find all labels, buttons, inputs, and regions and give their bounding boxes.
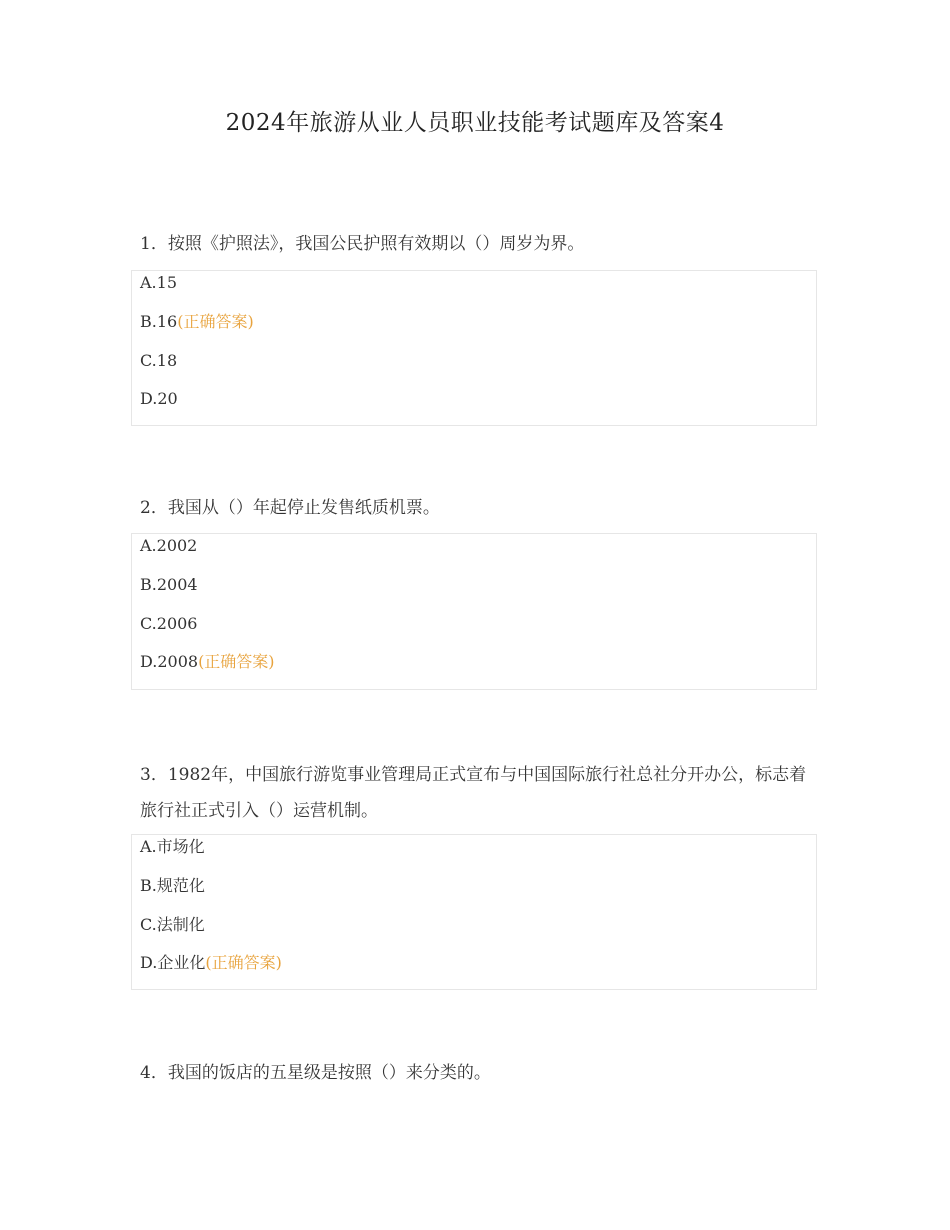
option-label: B.2004: [140, 574, 198, 594]
question-text: 1．按照《护照法》，我国公民护照有效期以（）周岁为界。: [140, 234, 585, 254]
correct-answer-mark: (正确答案): [177, 311, 254, 331]
options-box: [131, 834, 817, 990]
correct-answer-mark: (正确答案): [205, 953, 282, 973]
option-label: B.规范化: [140, 875, 205, 895]
question-text: 2．我国从（）年起停止发售纸质机票。: [140, 498, 440, 518]
correct-answer-mark: (正确答案): [198, 652, 275, 672]
option-label: B.16: [140, 311, 178, 331]
option-item[interactable]: [140, 310, 808, 349]
option-item[interactable]: [140, 835, 808, 874]
option-label: C.18: [140, 350, 178, 370]
option-label: A.2002: [140, 536, 198, 555]
option-item[interactable]: [140, 612, 808, 651]
option-item[interactable]: [140, 913, 808, 952]
option-item[interactable]: [140, 534, 808, 573]
options-box: [131, 533, 817, 690]
option-item[interactable]: [140, 951, 808, 990]
option-label: C.法制化: [140, 914, 205, 934]
option-item[interactable]: [140, 874, 808, 913]
option-label: C.2006: [140, 613, 198, 633]
document-title: 2024年旅游从业人员职业技能考试题库及答案4: [225, 110, 725, 136]
question-text: 4．我国的饭店的五星级是按照（）来分类的。: [140, 1063, 491, 1083]
option-item[interactable]: [140, 271, 808, 310]
option-item[interactable]: [140, 650, 808, 689]
option-item[interactable]: [140, 387, 808, 426]
options-box: [131, 270, 817, 426]
option-label: A.市场化: [140, 837, 205, 856]
question-text: 3．1982年，中国旅行游览事业管理局正式宣布与中国国际旅行社总社分开办公，标志着旅行社正式引入（）运营机制。: [140, 765, 807, 821]
option-label: D.2008: [140, 652, 199, 672]
option-item[interactable]: [140, 573, 808, 612]
option-label: D.20: [140, 389, 178, 409]
option-label: A.15: [140, 273, 177, 292]
option-item[interactable]: [140, 349, 808, 388]
option-label: D.企业化: [140, 953, 206, 973]
